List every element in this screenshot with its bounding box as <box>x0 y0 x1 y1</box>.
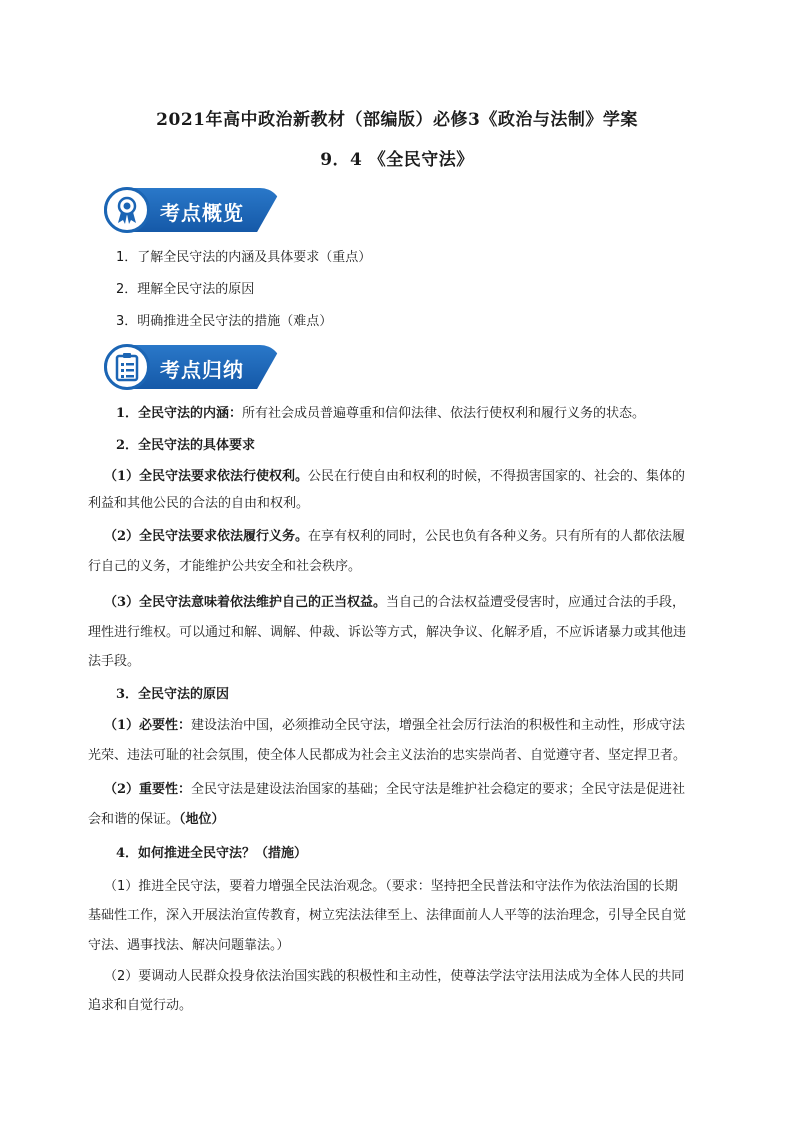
paragraph <box>104 593 685 613</box>
paragraph-text: 守法、遇事找法、解决问题靠法。） <box>88 938 290 953</box>
paragraph-text: 基础性工作，深入开展法治宣传教育，树立宪法法律至上、法律面前人人平等的法治理念，引导全民自觉 <box>88 908 687 923</box>
paragraph-text: （2）要调动人民群众投身依法治国实践的积极性和主动性，使尊法学法守法用法成为全体人民的共同 <box>104 969 685 984</box>
section-heading: 2．全民守法的具体要求 <box>116 438 256 453</box>
paragraph-text: 公民在行使自由和权利的时候，不得损害国家的、社会的、集体的 <box>308 469 686 484</box>
paragraph-text: 行自己的义务，才能维护公共安全和社会秩序。 <box>88 559 362 574</box>
paragraph-heading: （2）重要性： <box>104 782 192 797</box>
award-ribbon-icon <box>104 187 150 233</box>
paragraph <box>104 527 685 547</box>
banner-label: 考点归纳 <box>160 358 244 382</box>
paragraph-heading: （1）必要性： <box>104 718 192 733</box>
paragraph <box>104 467 685 487</box>
objective-item: 1．了解全民守法的内涵及具体要求（重点） <box>116 250 372 265</box>
objective-item: 3．明确推进全民守法的措施（难点） <box>116 314 333 329</box>
section-banner-summary <box>104 345 282 389</box>
banner-label: 考点概览 <box>160 201 244 225</box>
document-subtitle: 9．4 《全民守法》 <box>320 150 474 170</box>
paragraph-text: （1）推进全民守法，要着力增强全民法治观念。（要求：坚持把全民普法和守法作为依法治国的长期 <box>104 879 678 894</box>
paragraph-heading: （3）全民守法意味着依法维护自己的正当权益。 <box>104 595 387 610</box>
paragraph-text: 所有社会成员普遍尊重和信仰法律、依法行使权利和履行义务的状态。 <box>242 406 646 421</box>
objective-item: 2．理解全民守法的原因 <box>116 282 255 297</box>
paragraph-text: 当自己的合法权益遭受侵害时，应通过合法的手段， <box>386 595 686 610</box>
paragraph-heading: （2）全民守法要求依法履行义务。 <box>104 529 309 544</box>
paragraph-text: 光荣、违法可耻的社会氛围，使全体人民都成为社会主义法治的忠实崇尚者、自觉遵守者、坚定捍卫者。 <box>88 748 687 763</box>
paragraph-text: 会和谐的保证。 <box>88 812 180 827</box>
paragraph <box>104 716 685 736</box>
paragraph-text: 理性进行维权。可以通过和解、调解、仲裁、诉讼等方式，解决争议、化解矛盾，不应诉诸暴力或其他违 <box>88 625 687 640</box>
document-title: 2021年高中政治新教材（部编版）必修3《政治与法制》学案 <box>156 110 638 130</box>
section-heading: 3．全民守法的原因 <box>116 687 230 702</box>
paragraph <box>104 780 685 800</box>
paragraph-note: （地位） <box>179 812 225 827</box>
section-banner-overview <box>104 188 282 232</box>
paragraph-text: 利益和其他公民的合法的自由和权利。 <box>88 496 310 511</box>
clipboard-list-icon <box>104 344 150 390</box>
paragraph <box>116 404 645 424</box>
paragraph-heading: （1）全民守法要求依法行使权利。 <box>104 469 309 484</box>
paragraph-text: 建设法治中国，必须推动全民守法，增强全社会厉行法治的积极性和主动性，形成守法 <box>191 718 686 733</box>
paragraph-text: 全民守法是建设法治国家的基础；全民守法是维护社会稳定的要求；全民守法是促进社 <box>191 782 686 797</box>
paragraph <box>88 810 225 830</box>
section-heading: 4．如何推进全民守法？（措施） <box>116 846 308 861</box>
paragraph-text: 法手段。 <box>88 654 141 669</box>
paragraph-text: 在享有权利的同时，公民也负有各种义务。只有所有的人都依法履 <box>308 529 686 544</box>
paragraph-heading: 1．全民守法的内涵： <box>116 406 243 421</box>
paragraph-text: 追求和自觉行动。 <box>88 998 193 1013</box>
